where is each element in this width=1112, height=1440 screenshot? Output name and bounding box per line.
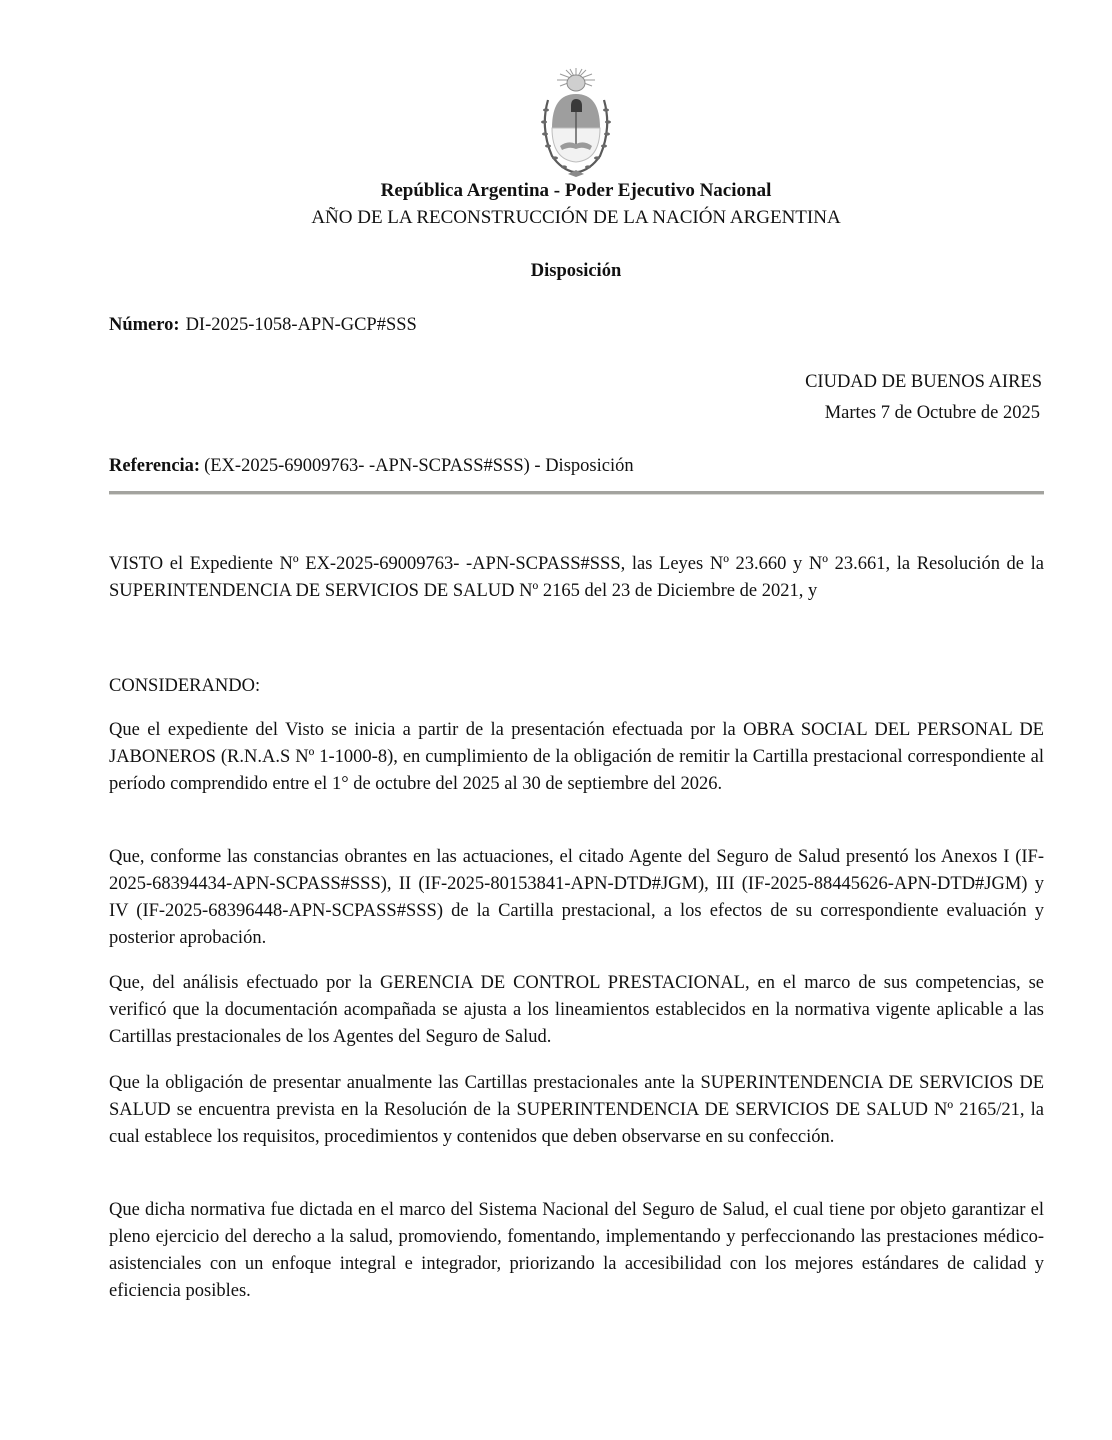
considerando-paragraph: Que el expediente del Visto se inicia a partir de la presentación efectuada por la OBRA SOCIAL DEL PERSONAL DE JABONEROS (R.N.A.S Nº 1-1000-8), en cumplimiento de la obligación de remitir la Cartilla prestacional correspondiente al período comprendido entre el 1° de octubre del 2025 al 30 de septiembre del 2026.: [109, 720, 1044, 794]
referencia-value: (EX-2025-69009763- -APN-SCPASS#SSS) - Disposición: [204, 456, 634, 476]
numero-label: Número:: [109, 315, 180, 335]
considerando-paragraph: Que la obligación de presentar anualmente las Cartillas prestacionales ante la SUPERINTENDENCIA DE SERVICIOS DE SALUD se encuentra prevista en la Resolución de la SUPERINTENDENCIA DE SERVICIOS DE SALUD Nº 2165/21, la cual establece los requisitos, procedimientos y contenidos que deben observarse en su confección.: [109, 1073, 1044, 1147]
referencia-label: Referencia:: [109, 456, 201, 476]
institution-header: República Argentina - Poder Ejecutivo Nacional: [380, 180, 772, 201]
reference-line: [109, 456, 634, 477]
document-type-title: Disposición: [530, 261, 622, 281]
argentina-coat-of-arms-icon: [538, 66, 614, 178]
considerando-paragraph: Que, conforme las constancias obrantes en las actuaciones, el citado Agente del Seguro de Salud presentó los Anexos I (IF-2025-68394434-APN-SCPASS#SSS), II (IF-2025-80153841-APN-DTD#JGM), III (IF-2025-88445626-APN-DTD#JGM) y IV (IF-2025-68396448-APN-SCPASS#SSS) de la Cartilla prestacional, a los efectos de su correspondiente evaluación y posterior aprobación.: [109, 847, 1044, 948]
place-line: CIUDAD DE BUENOS AIRES: [805, 372, 1042, 392]
header-divider: [109, 491, 1044, 495]
considerando-heading: CONSIDERANDO:: [109, 676, 261, 696]
year-motto: AÑO DE LA RECONSTRUCCIÓN DE LA NACIÓN ARGENTINA: [311, 207, 841, 228]
numero-value: DI-2025-1058-APN-GCP#SSS: [185, 315, 417, 335]
document-number: [109, 315, 417, 336]
considerando-paragraph: Que dicha normativa fue dictada en el marco del Sistema Nacional del Seguro de Salud, el cual tiene por objeto garantizar el pleno ejercicio del derecho a la salud, promoviendo, fomentando, implementando y perfeccionando las prestaciones médico-asistenciales con un enfoque integral e integrador, priorizando la accesibilidad con los mejores estándares de calidad y eficiencia posibles.: [109, 1200, 1044, 1301]
considerando-paragraph: Que, del análisis efectuado por la GERENCIA DE CONTROL PRESTACIONAL, en el marco de sus competencias, se verificó que la documentación acompañada se ajusta a los lineamientos establecidos en la normativa vigente aplicable a las Cartillas prestacionales de los Agentes del Seguro de Salud.: [109, 973, 1044, 1047]
visto-paragraph: VISTO el Expediente Nº EX-2025-69009763- -APN-SCPASS#SSS, las Leyes Nº 23.660 y Nº 23.661, la Resolución de la SUPERINTENDENCIA DE SERVICIOS DE SALUD Nº 2165 del 23 de Diciembre de 2021, y: [109, 554, 1044, 601]
date-line: Martes 7 de Octubre de 2025: [824, 403, 1040, 423]
